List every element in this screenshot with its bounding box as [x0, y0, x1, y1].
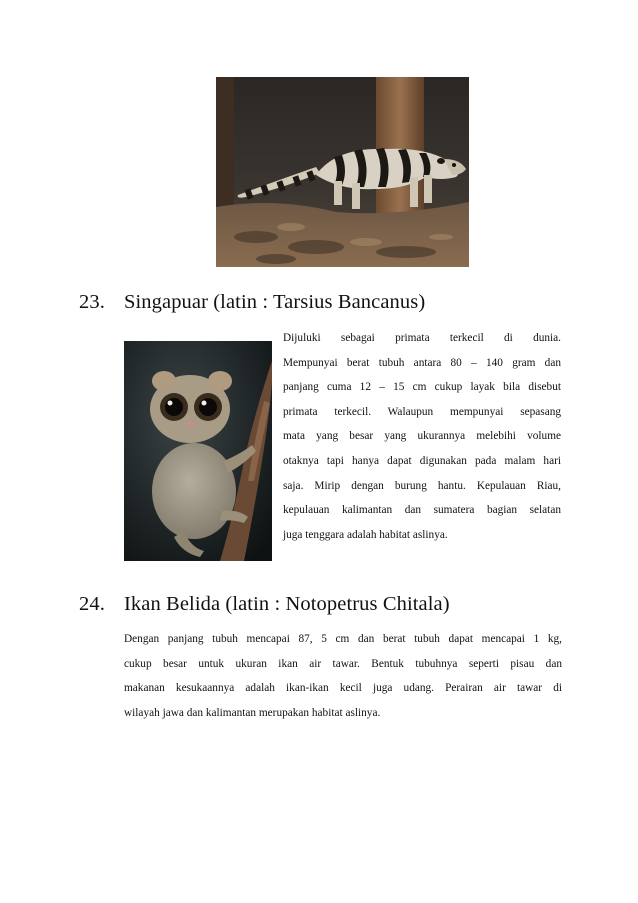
belida-description [124, 627, 562, 725]
text-line: Mempunyai berat tubuh antara 80 – 140 gram dan [283, 356, 561, 369]
section-number: 23. [79, 291, 105, 313]
tarsier-photo [124, 341, 272, 561]
civet-photo [216, 77, 469, 267]
section-heading-24 [79, 593, 450, 616]
text-line: makanan kesukaannya adalah ikan-ikan kecil juga udang. Perairan air tawar di [124, 682, 562, 695]
text-line: Dengan panjang tubuh mencapai 87, 5 cm dan berat tubuh dapat mencapai 1 kg, [124, 633, 562, 645]
text-line: juga tenggara adalah habitat aslinya. [283, 528, 448, 541]
text-line: saja. Mirip dengan burung hantu. Kepulauan Riau, [283, 479, 561, 492]
text-line: Dijuluki sebagai primata terkecil di dunia. [283, 332, 561, 344]
section-title: Ikan Belida (latin : Notopetrus Chitala) [124, 593, 450, 615]
text-line: panjang cuma 12 – 15 cm cukup layak bila disebut [283, 381, 561, 394]
text-line: mata yang besar yang ukurannya melebihi volume [283, 430, 561, 443]
section-heading-23 [79, 291, 425, 314]
tarsier-description [283, 326, 561, 547]
text-line: otaknya tapi hanya dapat digunakan pada malam hari [283, 454, 561, 467]
text-line: primata terkecil. Walaupun mempunyai sepasang [283, 405, 561, 418]
civet-image [216, 77, 469, 267]
section-number: 24. [79, 593, 105, 615]
tarsier-image [124, 341, 272, 561]
text-line: wilayah jawa dan kalimantan merupakan habitat aslinya. [124, 706, 381, 719]
section-title: Singapuar (latin : Tarsius Bancanus) [124, 291, 426, 313]
text-line: cukup besar untuk ukuran ikan air tawar. Bentuk tubuhnya seperti pisau dan [124, 657, 562, 670]
text-line: kepulauan kalimantan dan sumatera bagian selatan [283, 504, 561, 517]
